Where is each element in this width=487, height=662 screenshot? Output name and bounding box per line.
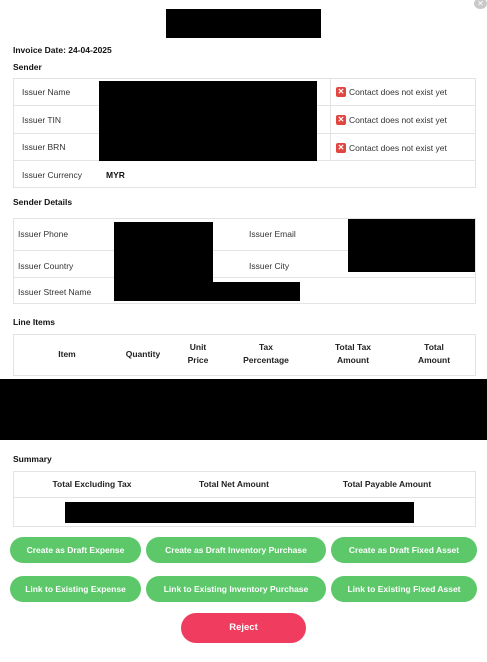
status-text: Contact does not exist yet [349,143,447,153]
line-items-title: Line Items [13,317,56,327]
issuer-currency-label: Issuer Currency [22,170,82,180]
issuer-phone-label: Issuer Phone [18,229,69,239]
col-total-net-amount: Total Net Amount [199,479,269,489]
name-contact-status [336,87,447,97]
issuer-currency-value: MYR [106,170,125,180]
issuer-brn-label: Issuer BRN [22,142,66,152]
link-existing-expense-button[interactable]: Link to Existing Expense [10,576,141,602]
issuer-city-label: Issuer City [249,261,290,271]
link-existing-fixed-asset-button[interactable]: Link to Existing Fixed Asset [331,576,477,602]
redacted-summary-values [65,502,414,523]
tin-contact-status [336,115,447,125]
redacted-email-city [348,219,475,272]
error-icon: ✕ [337,143,345,152]
col-total-tax-amount: Total Tax Amount [334,342,372,365]
redacted-phone-country [114,222,213,282]
create-draft-inventory-purchase-button[interactable]: Create as Draft Inventory Purchase [146,537,326,563]
col-item: Item [58,349,76,359]
col-unit-price: Unit Price [187,342,209,365]
create-draft-expense-button[interactable]: Create as Draft Expense [10,537,141,563]
status-text: Contact does not exist yet [349,87,447,97]
issuer-street-label: Issuer Street Name [18,287,92,297]
link-existing-inventory-purchase-button[interactable]: Link to Existing Inventory Purchase [146,576,326,602]
redacted-title [166,9,321,38]
redacted-line-items [0,379,487,440]
issuer-tin-label: Issuer TIN [22,115,62,125]
brn-contact-status [336,143,447,153]
col-total-excluding-tax: Total Excluding Tax [52,479,132,489]
reject-button[interactable]: Reject [181,613,306,643]
col-tax-percentage: Tax Percentage [243,342,289,365]
status-text: Contact does not exist yet [349,115,447,125]
summary-title: Summary [13,454,52,464]
error-icon: ✕ [337,115,345,124]
issuer-email-label: Issuer Email [249,229,296,239]
invoice-date: Invoice Date: 24-04-2025 [13,45,112,55]
create-draft-fixed-asset-button[interactable]: Create as Draft Fixed Asset [331,537,477,563]
redacted-street [114,282,300,301]
redacted-sender-values [99,81,317,161]
issuer-country-label: Issuer Country [18,261,74,271]
sender-details-title: Sender Details [13,197,73,207]
sender-section-title: Sender [13,62,42,72]
close-icon[interactable]: ✕ [474,0,487,9]
issuer-name-label: Issuer Name [22,87,71,97]
col-total-payable-amount: Total Payable Amount [342,479,432,489]
error-icon: ✕ [337,87,345,96]
col-total-amount: Total Amount [417,342,451,365]
col-quantity: Quantity [125,349,161,359]
